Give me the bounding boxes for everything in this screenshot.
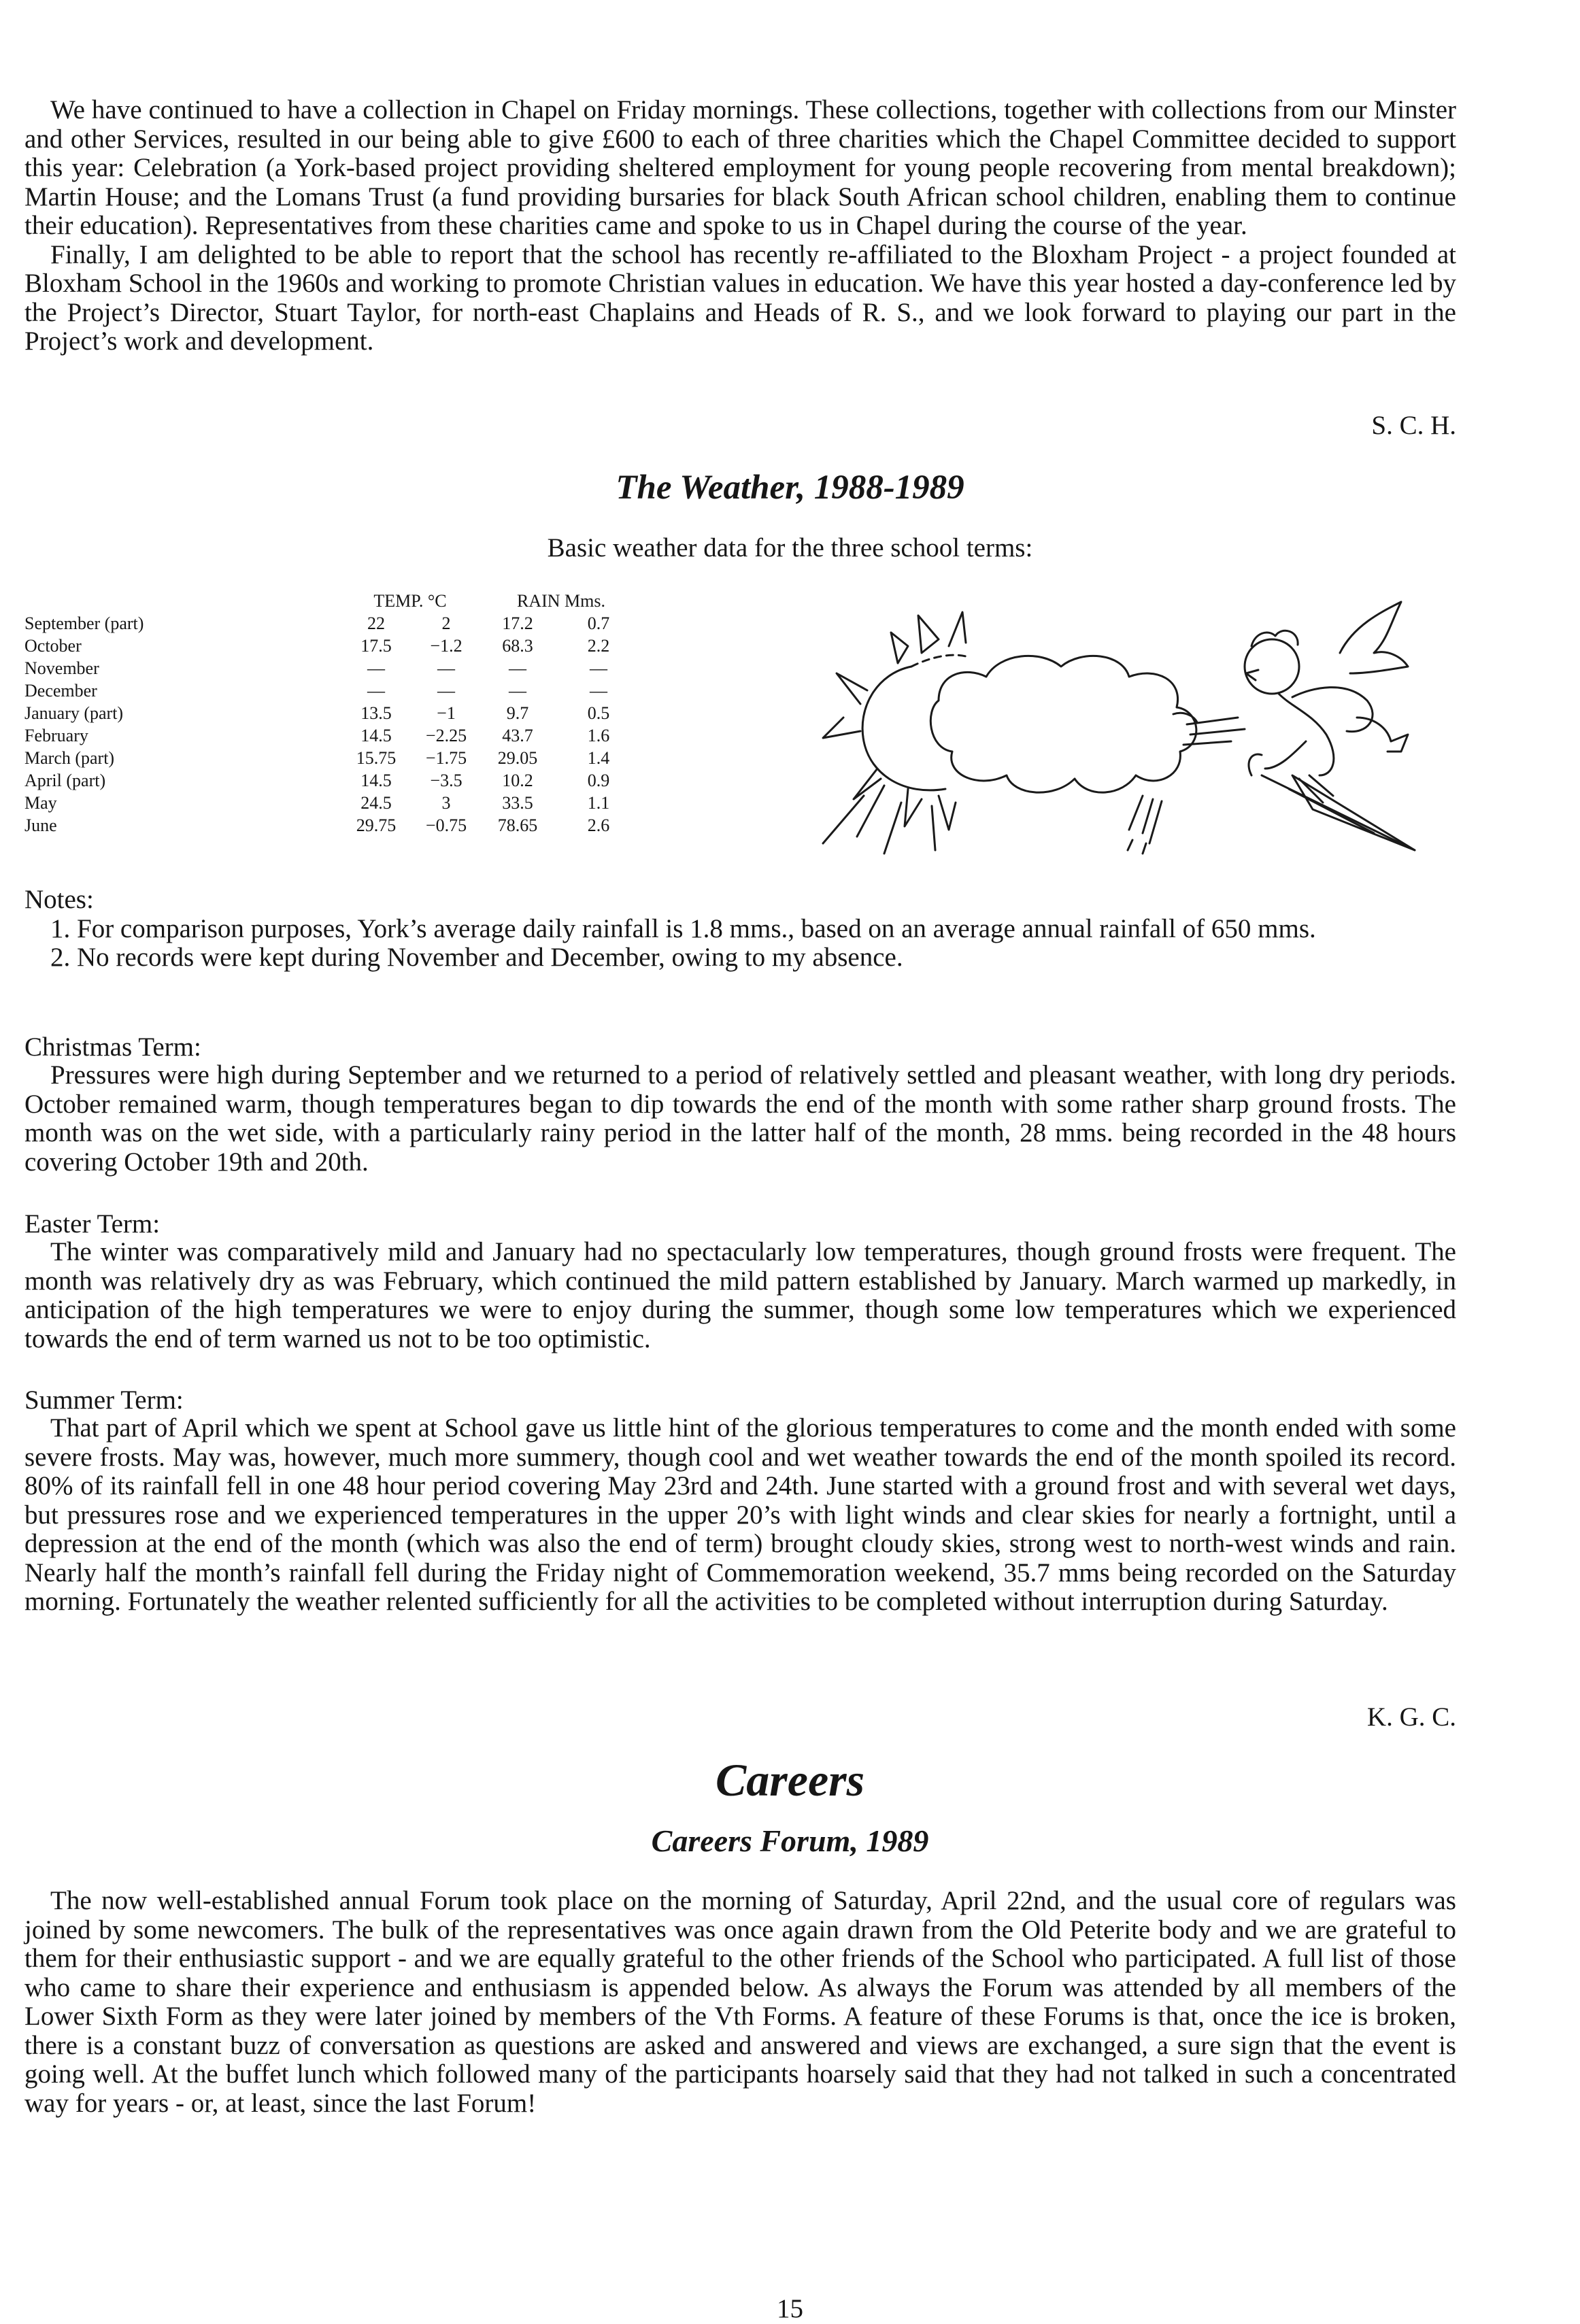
rain-total-cell: 29.05 xyxy=(497,748,538,768)
temp-max-cell: 22 xyxy=(367,613,385,633)
month-cell: December xyxy=(24,681,97,701)
temp-max-cell: 13.5 xyxy=(360,703,392,723)
weather-table-row xyxy=(24,612,642,635)
temp-max-cell: 15.75 xyxy=(356,748,397,768)
weather-table-row xyxy=(24,814,642,837)
note-1: 1. For comparison purposes, York’s average daily rainfall is 1.8 mms., based on an average annual rainfall of 650 mms. xyxy=(50,913,1316,943)
month-cell: October xyxy=(24,636,82,656)
month-cell: February xyxy=(24,726,88,745)
temp-min-cell: −3.5 xyxy=(430,771,463,790)
month-cell: September (part) xyxy=(24,613,144,633)
temp-min-cell: 3 xyxy=(441,793,451,813)
rain-total-cell: 9.7 xyxy=(506,703,529,723)
rain-average-cell: 0.9 xyxy=(587,771,610,790)
temp-header: TEMP. °C xyxy=(373,591,447,611)
month-cell: May xyxy=(24,793,57,813)
rain-average-cell: 1.6 xyxy=(587,726,610,745)
weather-notes xyxy=(24,886,1456,973)
cherub-icon xyxy=(1245,602,1408,775)
page-number: 15 xyxy=(777,2294,803,2323)
careers-text-block xyxy=(24,1887,1456,2118)
chapel-paragraph-2: Finally, I am delighted to be able to report that the school has recently re-affiliated to the Bloxham Project - a project founded at Bloxham School in the 1960s and working to promote Christian values in education. We have this year hosted a day-conference led by the Project’s Director, Stuart Taylor, for north-east Chaplains and Heads of R. S., and we look forward to playing our part in the Project’s work and development. xyxy=(24,239,1456,356)
careers-title: Careers xyxy=(715,1754,865,1806)
christmas-term-text: Pressures were high during September and we returned to a period of relatively settled and pleasant weather, with long dry periods. October remained warm, though temperatures began to dip towards the end of the month with some rather sharp ground frosts. The month was on the wet side, with a particularly rainy period in the latter half of the month, 28 mms. being recorded in the 48 hours covering October 19th and 20th. xyxy=(24,1060,1456,1177)
rain-average-cell: — xyxy=(590,681,607,701)
temp-min-cell: — xyxy=(437,658,455,678)
weather-signature: K. G. C. xyxy=(1366,1702,1456,1732)
rain-total-cell: 10.2 xyxy=(502,771,533,790)
month-cell: November xyxy=(24,658,99,678)
weather-illustration xyxy=(775,571,1428,857)
rain-average-cell: 1.1 xyxy=(587,793,610,813)
temp-min-cell: −0.75 xyxy=(425,815,467,835)
easter-term-text-block xyxy=(24,1238,1456,1353)
temp-max-cell: — xyxy=(367,658,385,678)
chapel-text xyxy=(24,96,1456,356)
chapel-paragraph-1: We have continued to have a collection in Chapel on Friday mornings. These collections, together with collections from our Minster and other Services, resulted in our being able to give £600 to each of three charities which the Chapel Committee decided to support this year: Celebration (a York-based project providing sheltered employment for young people recovering from mental breakdown); Martin House; and the Lomans Trust (a fund providing bursaries for black South African school children, enabling them to continue their education). Representatives from these charities came and spoke to us in Chapel during the course of the year. xyxy=(24,95,1456,240)
weather-table-row xyxy=(24,747,642,769)
weather-table-row xyxy=(24,724,642,747)
rain-average-cell: 0.7 xyxy=(587,613,610,633)
weather-subtitle: Basic weather data for the three school terms: xyxy=(547,533,1033,562)
month-cell: April (part) xyxy=(24,771,106,790)
rain-total-cell: — xyxy=(509,681,526,701)
rain-average-cell: 1.4 xyxy=(587,748,610,768)
rain-total-cell: 78.65 xyxy=(497,815,538,835)
careers-forum-title: Careers Forum, 1989 xyxy=(651,1823,929,1858)
weather-table-row xyxy=(24,792,642,814)
rain-average-cell: 2.6 xyxy=(587,815,610,835)
rain-total-cell: 17.2 xyxy=(502,613,533,633)
christmas-term-heading: Christmas Term: xyxy=(24,1032,201,1062)
temp-min-cell: −1 xyxy=(437,703,456,723)
rain-average-cell: — xyxy=(590,658,607,678)
temp-max-cell: 14.5 xyxy=(360,726,392,745)
careers-forum-text: The now well-established annual Forum took place on the morning of Saturday, April 22nd, and the usual core of regulars was joined by some newcomers. The bulk of the representatives was once again drawn from the Old Peterite body and we are grateful to them for their enthusiastic support - and we are equally grateful to the other friends of the School who participated. A full list of those who came to share their experience and enthusiasm is appended below. As always the Forum was attended by all members of the Lower Sixth Form as they were later joined by members of the Vth Forms. A feature of these Forums is that, once the ice is broken, there is a constant buzz of conversation as questions are asked and answered and views are exchanged, a sure sign that the event is going well. At the buffet lunch which followed many of the participants hoarsely said that they had not talked in such a concentrated way for years - or, at least, since the last Forum! xyxy=(24,1886,1456,2118)
weather-table-row xyxy=(24,657,642,679)
temp-max-cell: — xyxy=(367,681,385,701)
weather-table xyxy=(24,590,642,837)
summer-term-text: That part of April which we spent at School gave us little hint of the glorious temperatures to come and the month ended with some severe frosts. May was, however, much more summery, though cool and wet weather towards the end of the month spoiled its record. 80% of its rainfall fell in one 48 hour period covering May 23rd and 24th. June started with a ground frost and with several wet days, but pressures rose and we experienced temperatures in the upper 20’s with light winds and clear skies for nearly a fortnight, until a depression at the end of the month (which was also the end of term) brought cloudy skies, strong west to north-west winds and rain. Nearly half the month’s rainfall fell during the Friday night of Commemoration weekend, 35.7 mms being recorded on the Saturday morning. Fortunately the weather relented sufficiently for all the activities to be completed without interruption during Saturday. xyxy=(24,1413,1456,1616)
weather-title: The Weather, 1988-1989 xyxy=(616,469,964,507)
temp-min-cell: — xyxy=(437,681,455,701)
temp-max-cell: 24.5 xyxy=(360,793,392,813)
chapel-signature: S. C. H. xyxy=(1371,411,1456,440)
rain-streaks-icon xyxy=(1128,796,1162,854)
sun-icon xyxy=(823,612,966,854)
weather-table-row xyxy=(24,769,642,792)
cloud-icon xyxy=(930,656,1197,792)
temp-min-cell: −1.75 xyxy=(425,748,467,768)
temp-max-cell: 29.75 xyxy=(356,815,397,835)
temp-min-cell: −1.2 xyxy=(430,636,463,656)
note-2: 2. No records were kept during November and December, owing to my absence. xyxy=(50,943,903,972)
rain-average-cell: 0.5 xyxy=(587,703,610,723)
rain-total-cell: — xyxy=(509,658,526,678)
weather-table-row xyxy=(24,679,642,702)
weather-table-row xyxy=(24,635,642,657)
rain-total-cell: 68.3 xyxy=(502,636,533,656)
weather-table-row xyxy=(24,702,642,724)
month-cell: March (part) xyxy=(24,748,115,768)
christmas-term-text-block xyxy=(24,1061,1456,1177)
rain-total-cell: 33.5 xyxy=(502,793,533,813)
month-cell: January (part) xyxy=(24,703,124,723)
easter-term-heading: Easter Term: xyxy=(24,1209,161,1239)
temp-max-cell: 14.5 xyxy=(360,771,392,790)
rain-average-cell: 2.2 xyxy=(587,636,610,656)
temp-max-cell: 17.5 xyxy=(360,636,392,656)
rain-header: RAIN Mms. xyxy=(516,591,605,611)
wind-lines-icon xyxy=(1183,718,1245,745)
easter-term-text: The winter was comparatively mild and January had no spectacularly low temperatures, though ground frosts were frequent. The month was relatively dry as was February, which continued the mild pattern established by January. March warmed up markedly, in anticipation of the high temperatures we were to enjoy during the summer, though some low temperatures which we experienced towards the end of term warned us not to be too optimistic. xyxy=(24,1237,1456,1353)
weather-table-header xyxy=(24,590,642,612)
summer-term-heading: Summer Term: xyxy=(24,1385,184,1415)
temp-min-cell: −2.25 xyxy=(425,726,467,745)
summer-term-text-block xyxy=(24,1414,1456,1617)
rain-total-cell: 43.7 xyxy=(502,726,533,745)
notes-heading: Notes: xyxy=(24,885,94,914)
month-cell: June xyxy=(24,815,57,835)
temp-min-cell: 2 xyxy=(441,613,451,633)
